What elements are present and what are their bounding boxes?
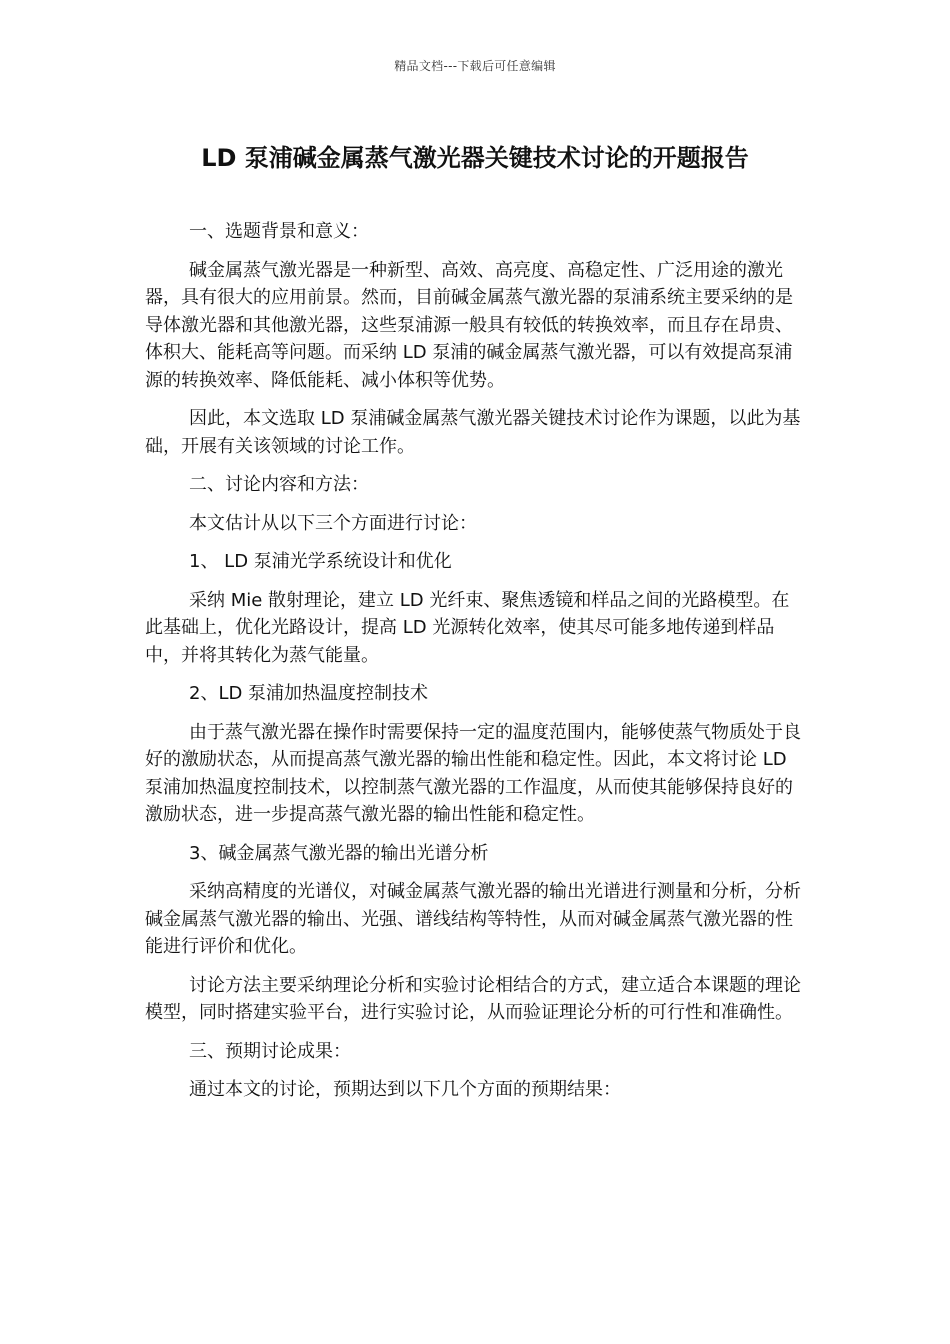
paragraph-background-1: 碱金属蒸气激光器是一种新型、高效、高亮度、高稳定性、广泛用途的激光器，具有很大的应用前景。然而，目前碱金属蒸气激光器的泵浦系统主要采纳的是导体激光器和其他激光器，这些泵浦源一般具有较低的转换效率，而且存在昂贵、体积大、能耗高等问题。而采纳 LD 泵浦的碱金属蒸气激光器，可以有效提高泵浦源的转换效率、降低能耗、减小体积等优势。 [145,259,793,391]
document-body [145,218,807,1115]
subheading-temperature-control: 2、LD 泵浦加热温度控制技术 [189,683,429,704]
paragraph-spectrum-analysis: 采纳高精度的光谱仪，对碱金属蒸气激光器的输出光谱进行测量和分析，分析碱金属蒸气激光器的输出、光强、谱线结构等特性，从而对碱金属蒸气激光器的性能进行评价和优化。 [145,881,801,957]
document-title: LD 泵浦碱金属蒸气激光器关键技术讨论的开题报告 [201,144,749,172]
paragraph-expected-results: 通过本文的讨论，预期达到以下几个方面的预期结果： [189,1079,621,1100]
paragraph-research-method: 讨论方法主要采纳理论分析和实验讨论相结合的方式，建立适合本课题的理论模型，同时搭建实验平台，进行实验讨论，从而验证理论分析的可行性和准确性。 [145,974,801,1023]
section-heading-background: 一、选题背景和意义： [189,221,369,242]
paragraph-optical-system: 采纳 Mie 散射理论，建立 LD 光纤束、聚焦透镜和样品之间的光路模型。在此基础上，优化光路设计，提高 LD 光源转化效率，使其尽可能多地传递到样品中，并将其转化为蒸气能量。 [145,589,790,666]
paragraph-methods-intro: 本文估计从以下三个方面进行讨论： [189,512,477,534]
subheading-spectrum-analysis: 3、碱金属蒸气激光器的输出光谱分析 [189,842,489,864]
page-header-note: 精品文档---下载后可任意编辑 [394,59,556,73]
subheading-optical-system: 1、 LD 泵浦光学系统设计和优化 [189,551,452,572]
paragraph-temperature-control: 由于蒸气激光器在操作时需要保持一定的温度范围内，能够使蒸气物质处于良好的激励状态，从而提高蒸气激光器的输出性能和稳定性。因此，本文将讨论 LD 泵浦加热温度控制技术，以控制蒸气激光器的工作温度，从而使其能够保持良好的激励状态，进一步提高蒸气激光器的输出性能和稳定性。 [145,721,801,825]
section-heading-content-methods: 二、讨论内容和方法： [189,474,369,495]
paragraph-background-2: 因此，本文选取 LD 泵浦碱金属蒸气激光器关键技术讨论作为课题，以此为基础，开展有关该领域的讨论工作。 [145,408,801,457]
section-heading-expected-results: 三、预期讨论成果： [189,1040,351,1062]
